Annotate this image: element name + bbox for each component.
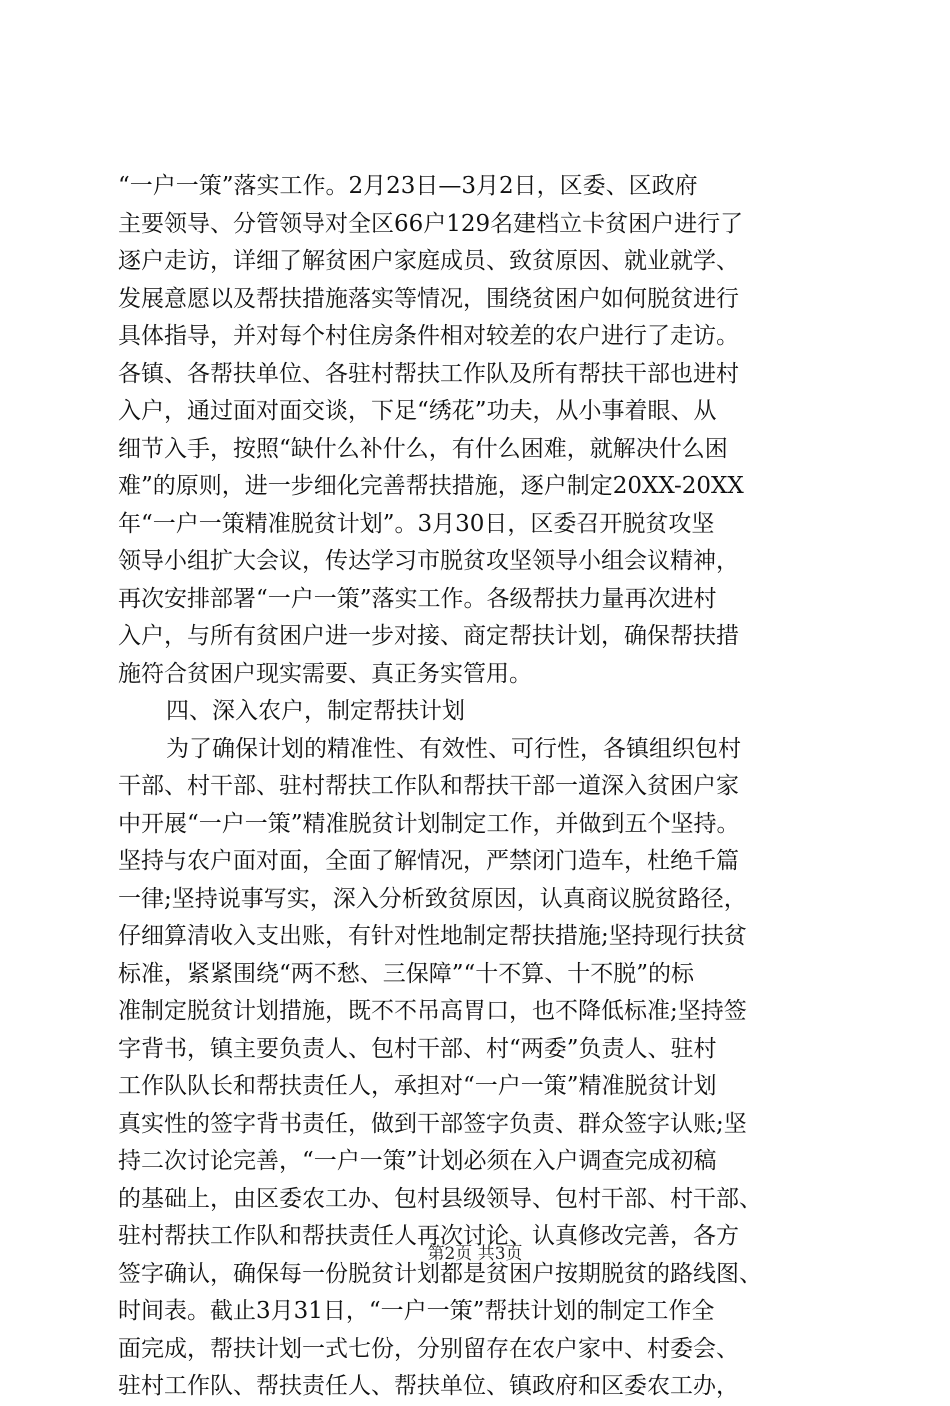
text-line: 标准，紧紧围绕“两不愁、三保障”“十不算、十不脱”的标: [118, 960, 695, 987]
text-line: 驻村工作队、帮扶责任人、帮扶单位、镇政府和区委农工办，: [118, 1373, 739, 1399]
text-line: 面完成，帮扶计划一式七份，分别留存在农户家中、村委会、: [118, 1335, 739, 1362]
text-line: 年“一户一策精准脱贫计划”。3月30日，区委召开脱贫攻坚: [118, 510, 715, 537]
text-line: “一户一策”落实工作。2月23日—3月2日，区委、区政府: [118, 173, 698, 199]
text-line: 领导小组扩大会议，传达学习市脱贫攻坚领导小组会议精神，: [118, 548, 739, 574]
text-line: 难”的原则，进一步细化完善帮扶措施，逐户制定20XX-20XX: [118, 473, 744, 499]
text-line: 的基础上，由区委农工办、包村县级领导、包村干部、村干部、: [118, 1185, 762, 1212]
paragraph-first-line: 为了确保计划的精准性、有效性、可行性，各镇组织包村: [166, 735, 741, 762]
text-line: 发展意愿以及帮扶措施落实等情况，围绕贫困户如何脱贫进行: [118, 285, 739, 312]
page-number-footer: 第2页 共3页: [427, 1244, 523, 1264]
text-line: 入户，通过面对面交谈，下足“绣花”功夫，从小事着眼、从: [118, 398, 717, 424]
text-line: 工作队队长和帮扶责任人，承担对“一户一策”精准脱贫计划: [118, 1073, 717, 1099]
text-line: 具体指导，并对每个村住房条件相对较差的农户进行了走访。: [118, 323, 739, 349]
text-line: 中开展“一户一策”精准脱贫计划制定工作，并做到五个坚持。: [118, 810, 740, 837]
section-heading: 四、深入农户，制定帮扶计划: [166, 698, 465, 724]
document-body: [118, 168, 840, 1406]
text-line: 驻村帮扶工作队和帮扶责任人再次讨论、认真修改完善，各方: [118, 1223, 739, 1249]
text-line: 仔细算清收入支出账，有针对性地制定帮扶措施;坚持现行扶贫: [118, 923, 747, 949]
text-line: 坚持与农户面对面，全面了解情况，严禁闭门造车，杜绝千篇: [118, 848, 739, 874]
text-line: 主要领导、分管领导对全区66户129名建档立卡贫困户进行了: [118, 210, 744, 237]
text-line: 字背书，镇主要负责人、包村干部、村“两委”负责人、驻村: [118, 1035, 717, 1062]
text-line: 一律;坚持说事写实，深入分析致贫原因，认真商议脱贫路径，: [118, 885, 747, 912]
text-line: 施符合贫困户现实需要、真正务实管用。: [118, 660, 532, 687]
text-line: 干部、村干部、驻村帮扶工作队和帮扶干部一道深入贫困户家: [118, 773, 739, 799]
text-line: 细节入手，按照“缺什么补什么，有什么困难，就解决什么困: [118, 435, 728, 462]
text-line: 入户，与所有贫困户进一步对接、商定帮扶计划，确保帮扶措: [118, 623, 739, 649]
text-line: 签字确认，确保每一份脱贫计划都是贫困户按期脱贫的路线图、: [118, 1260, 762, 1287]
text-line: 时间表。截止3月31日，“一户一策”帮扶计划的制定工作全: [118, 1298, 715, 1324]
text-line: 真实性的签字背书责任，做到干部签字负责、群众签字认账;坚: [118, 1110, 747, 1137]
text-line: 再次安排部署“一户一策”落实工作。各级帮扶力量再次进村: [118, 585, 717, 612]
text-line: 持二次讨论完善，“一户一策”计划必须在入户调查完成初稿: [118, 1148, 717, 1174]
text-line: 准制定脱贫计划措施，既不不吊高胃口，也不降低标准;坚持签: [118, 998, 747, 1024]
text-line: 各镇、各帮扶单位、各驻村帮扶工作队及所有帮扶干部也进村: [118, 360, 739, 387]
text-line: 逐户走访，详细了解贫困户家庭成员、致贫原因、就业就学、: [118, 248, 739, 274]
